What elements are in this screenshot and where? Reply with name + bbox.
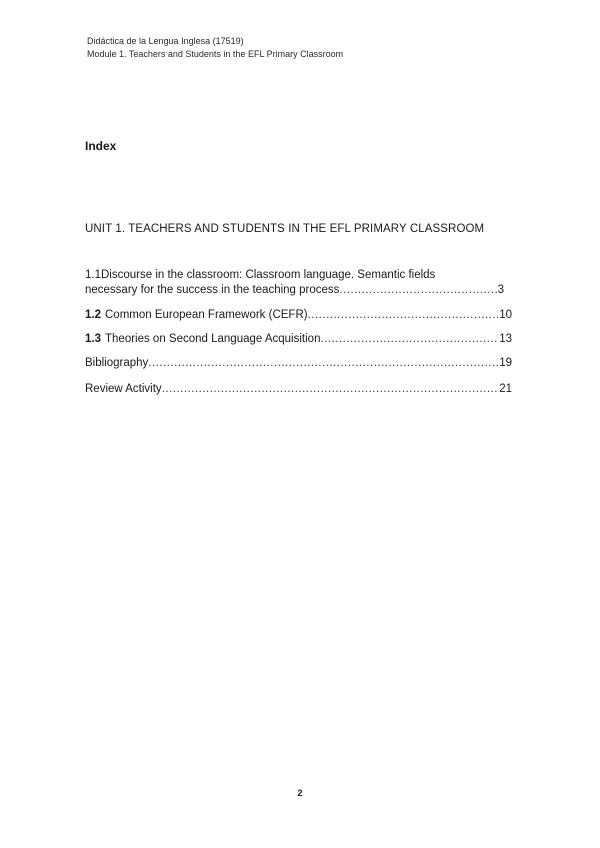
- index-heading: Index: [85, 139, 117, 153]
- section-title: Common European Framework (CEFR): [105, 309, 308, 321]
- section-number: 1.2: [85, 309, 101, 321]
- toc-entry-line: [85, 308, 512, 323]
- page-number: 21: [499, 383, 512, 395]
- toc-entry-line: [85, 332, 512, 347]
- page-number: 13: [499, 333, 512, 345]
- section-title: Theories on Second Language Acquisition: [105, 333, 321, 345]
- section-number: 1.1: [85, 269, 101, 281]
- section-title-line2: necessary for the success in the teaching process: [85, 284, 340, 296]
- page-footer-number: 2: [297, 788, 303, 798]
- header-module-title: Module 1. Teachers and Students in the EFL Primary Classroom: [87, 49, 344, 59]
- section-title-line1: Discourse in the classroom: Classroom language. Semantic fields: [101, 269, 436, 281]
- toc-entry-1-2[interactable]: [85, 308, 512, 323]
- section-number: 1.3: [85, 333, 101, 345]
- toc-entry-line: [85, 382, 512, 397]
- page-number: 10: [499, 309, 512, 321]
- dot-leader: [148, 356, 498, 371]
- dot-leader: [339, 283, 496, 298]
- dot-leader: [162, 382, 499, 397]
- dot-leader: [308, 308, 499, 323]
- page-number: 3: [497, 284, 504, 296]
- toc-entry-line: [85, 268, 512, 283]
- running-header: [87, 35, 343, 61]
- toc-entry-line: [85, 356, 512, 371]
- toc-entry-1-1[interactable]: [85, 268, 512, 298]
- toc-entry-1-3[interactable]: [85, 332, 512, 347]
- toc-entry-line: [85, 283, 504, 298]
- section-title: Review Activity: [85, 383, 162, 395]
- page-number: 19: [499, 357, 512, 369]
- section-title: Bibliography: [85, 357, 149, 369]
- header-course-title: Didáctica de la Lengua Inglesa (17519): [87, 36, 244, 46]
- dot-leader: [320, 332, 498, 347]
- unit-title: UNIT 1. TEACHERS AND STUDENTS IN THE EFL PRIMARY CLASSROOM: [85, 223, 485, 235]
- toc-entry-bibliography[interactable]: [85, 356, 512, 371]
- toc-entry-review-activity[interactable]: [85, 382, 512, 397]
